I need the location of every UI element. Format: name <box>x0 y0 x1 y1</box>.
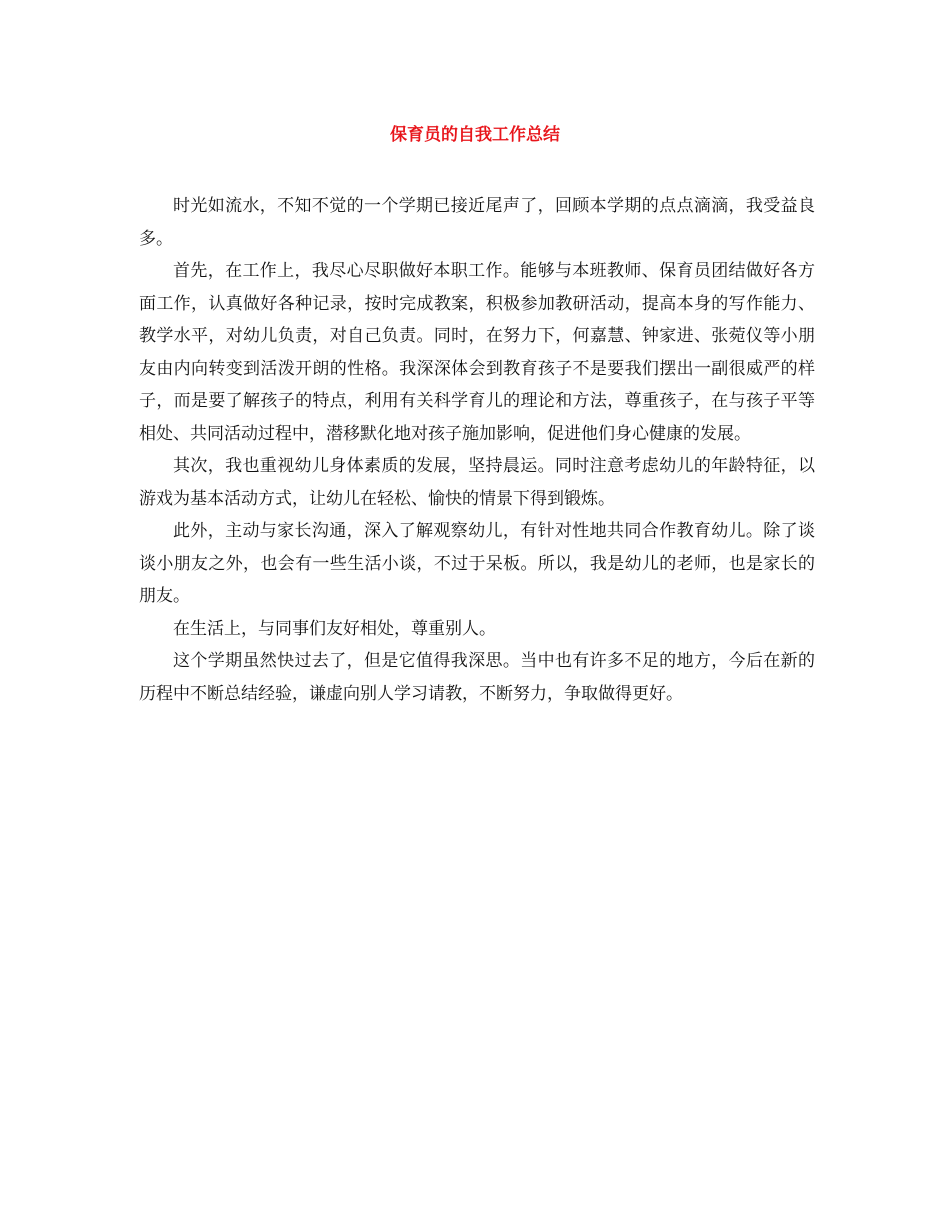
paragraph-work: 首先，在工作上，我尽心尽职做好本职工作。能够与本班教师、保育员团结做好各方面工作，认真做好各种记录，按时完成教案，积极参加教研活动，提高本身的写作能力、教学水平，对幼儿负责，对自己负责。同时，在努力下，何嘉慧、钟家进、张菀仪等小朋友由内向转变到活泼开朗的性格。我深深体会到教育孩子不是要我们摆出一副很威严的样子，而是要了解孩子的特点，利用有关科学育儿的理论和方法，尊重孩子，在与孩子平等相处、共同活动过程中，潜移默化地对孩子施加影响，促进他们身心健康的发展。 <box>139 261 815 444</box>
document-body <box>139 190 815 710</box>
paragraph-conclusion: 这个学期虽然快过去了，但是它值得我深思。当中也有许多不足的地方，今后在新的历程中不断总结经验，谦虚向别人学习请教，不断努力，争取做得更好。 <box>139 651 815 704</box>
paragraph-intro: 时光如流水，不知不觉的一个学期已接近尾声了，回顾本学期的点点滴滴，我受益良多。 <box>139 196 815 249</box>
paragraph-parents: 此外，主动与家长沟通，深入了解观察幼儿，有针对性地共同合作教育幼儿。除了谈谈小朋友之外，也会有一些生活小谈，不过于呆板。所以，我是幼儿的老师，也是家长的朋友。 <box>139 521 815 606</box>
paragraph-health: 其次，我也重视幼儿身体素质的发展，坚持晨运。同时注意考虑幼儿的年龄特征，以游戏为基本活动方式，让幼儿在轻松、愉快的情景下得到锻炼。 <box>139 456 815 509</box>
document-title: 保育员的自我工作总结 <box>390 125 560 145</box>
paragraph-life: 在生活上，与同事们友好相处，尊重别人。 <box>173 618 496 639</box>
